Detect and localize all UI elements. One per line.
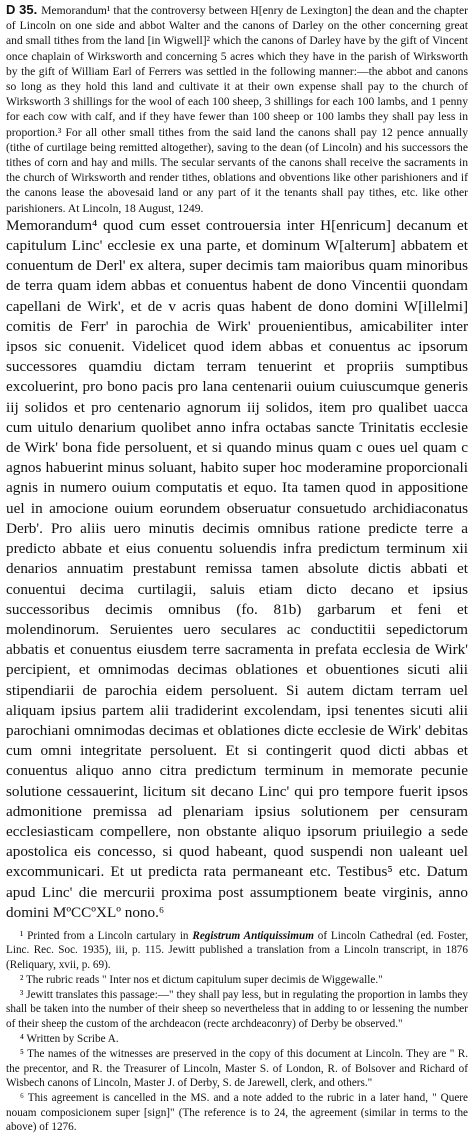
footnote-3: ³ Jewitt translates this passage:—" they shall pay less, but in regulating the proportion in lambs they shall be taken into the number of their sheep so nevertheless that in adding to or lessening the number of their sheep the custom of the archdeacon (recte archdeaconry) of Derby be observed." <box>6 989 468 1030</box>
footnote-2: ² The rubric reads " Inter nos et dictum capitulum super decimis de Wiggewalle." <box>20 973 383 986</box>
footnotes-section <box>6 929 468 1134</box>
footnote-4: ⁴ Written by Scribe A. <box>20 1033 119 1046</box>
footnote-1 <box>6 929 468 972</box>
footnote-1-title: Registrum Antiquissimum <box>192 929 314 942</box>
footnote-1-pre: ¹ Printed from a Lincoln cartulary in <box>20 929 193 942</box>
footnote-5: ⁵ The names of the witnesses are preserved in the copy of this document at Lincoln. They are " R. the precentor, and R. the Treasurer of Lincoln, Master S. of London, R. of Bolsover and Richard of Wisbech canons of Lincoln, Master J. of Derby, S. de Jarewell, clerk, and others." <box>6 1048 468 1089</box>
footnote-6: ⁶ This agreement is cancelled in the MS. and a note added to the rubric in a later hand, " Quere nouam composicionem super [sign]" (The reference is to 24, the agreement (similar in terms to the above) of 1276. <box>6 1092 468 1133</box>
english-summary-paragraph <box>6 2 468 216</box>
latin-text-paragraph: Memorandum⁴ quod cum esset controuersia inter H[enricum] decanum et capitulum Linc' ecclesie ex una parte, et dominum W[alterum] abbatem et conuentum de Derl' ex altera, super decimis tam maioribus quam minoribus de terra quam idem abbas et conuentus habent de dono Vincentii quondam capellani de Wirk', et de v acris quas habent de dono domini W[illelmi] comitis de Ferr' in parochia de Wirk' prouenientibus, amicabiliter inter ipsos sic conuenit. Videlicet quod idem abbas et conuentus ac ipsorum successores quamdiu dictam terram tenuerint et propriis sumptibus excoluerint, pro bono pacis pro lana centenarii ouium cuiuscumque generis iij solidos et pro centenario agnorum iij solidos, item pro qualibet uacca cum uitulo denarium quolibet anno infra octabas sancte Trinitatis ecclesie de Wirk' bona fide persoluent, et si quando minus quam c oues uel quam c agnos habuerint minus soluant, habito super hoc moderamine proporcionali agnis in numero ouium computatis et equo. Ita tamen quod in appositione uel in amocione ouium eorundem obseruatur consuetudo archidiaconatus Derb'. Pro aliis uero minutis decimis omnibus ratione predicte terre a predicto abbate et eius conuentu soluendis infra predictum terminum xii denarios annuatim prestabunt remissa tamen absolute dictis abbati et conuentui decima curtilagii, saluis etiam dicto decano et ipsius successoribus decimis omnibus (fo. 81b) garbarum et feni et molendinorum. Seruientes uero seculares ac conductitii sepedictorum abbatis et conuentus eiusdem terre sacramenta in prefata ecclesia de Wirk' percipient, et omnimodas decimas oblationes et obuentiones sicuti alii stipendiarii de parochia eidem persoluent. Si autem dictam terram uel aliquam ipsius partem alii tradiderint excolendam, ipsi tenentes sicuti alii parochiani omnimodas decimas et oblationes dicte ecclesie de Wirk' debitas cum omni integritate persoluent. Et si contingerit quod dicti abbas et conuentus aliquo anno citra predictum terminum in memorate pecunie solutione cessauerint, licitum sit decano Linc' qui pro tempore fuerit ipsos admonitione premissa ad plenariam ipsius solutionem per censuram ecclesiasticam compellere, non obstante aliquo ipsorum priuilegio a sede apostolica eis concesso, si quod habeant, quod suspendi non ualeant uel excommunicari. Et ut predicta rata permaneant etc. Testibus⁵ etc. Datum apud Linc' die mercurii proxima post assumptionem beate virginis, anno domini MºCCºXLº nono.⁶ <box>6 216 468 921</box>
footnote-1-post: of Lincoln Cathedral (ed. Foster, Linc. Rec. Soc. 1935), iii, p. 115. Jewitt published a translation from a Lincoln transcript, in 1876 (Reliquary, xvii, p. 69). <box>6 929 468 971</box>
document-number: D 35. <box>6 2 38 17</box>
english-summary-text: Memorandum¹ that the controversy between H[enry de Lexington] the dean and the chapter of Lincoln on one side and abbot Walter and the canons of Darley on the other concerning great and small tithes from the land [in Wigwell]² which the canons of Darley have by the gift of Vincent once chaplain of Wirksworth and concerning 5 acres which they have in the parish of Wirksworth by the gift of William Earl of Ferrers was settled in the following manner:—the abbot and canons so long as they hold this land and cultivate it at their own expense shall pay to the church of Wirksworth 3 shillings for the wool of each 100 sheep, 3 shillings for each 100 lambs, and 1 penny for each cow with calf, and if they have fewer than 100 sheep or 100 lambs they shall pay less in proportion.³ For all other small tithes from the said land the canons shall pay 12 pence annually (tithe of curtilage being remitted altogether), saving to the dean (of Lincoln) and his successors the tithes of corn and hay and mills. The secular servants of the canons shall receive the sacraments in the church of Wirksworth and render tithes, oblations and obventions like other parishioners and if the canons lease the abovesaid land or any part of it the tenants shall pay tithes, etc. like other parishioners. At Lincoln, 18 August, 1249. <box>6 4 468 215</box>
